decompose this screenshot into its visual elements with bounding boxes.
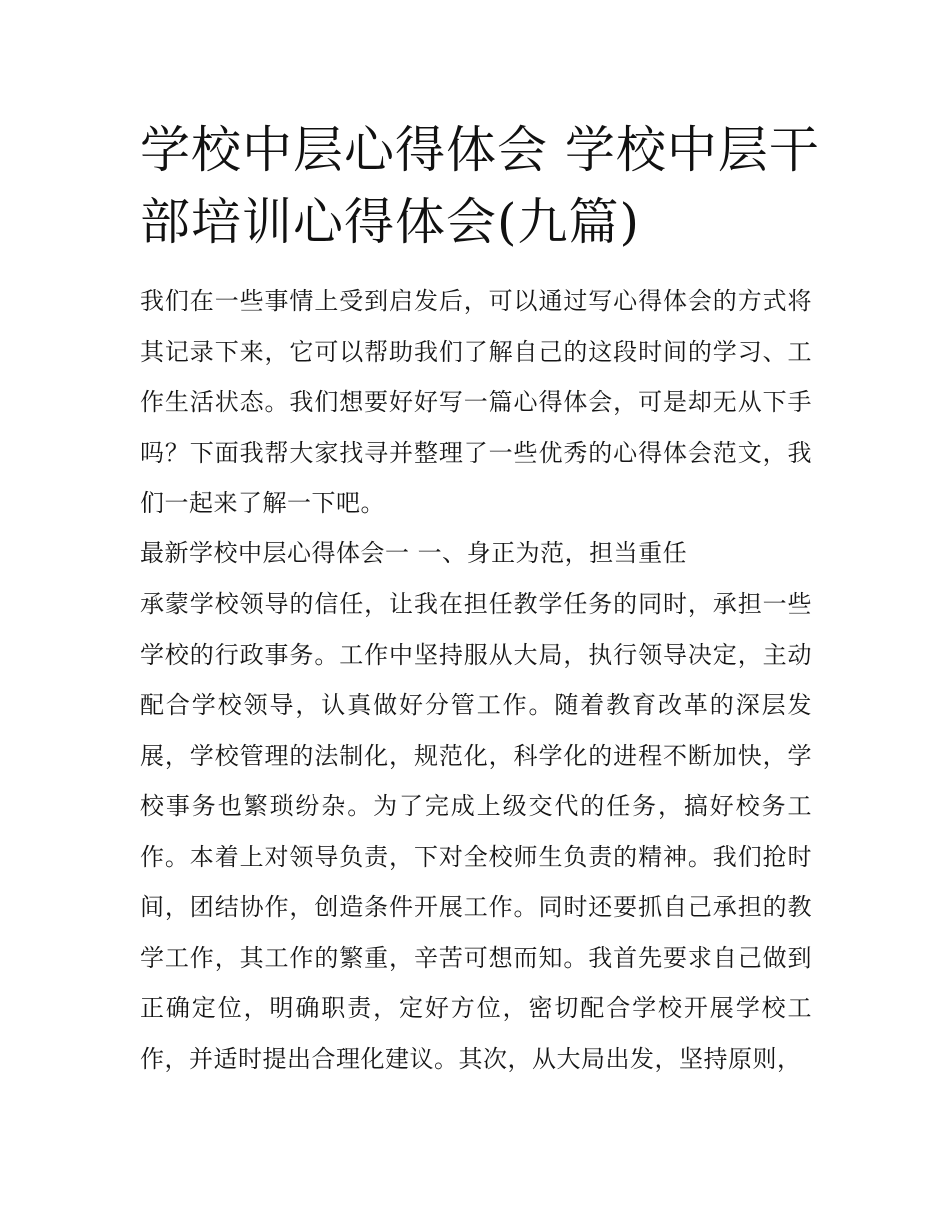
section-heading: 最新学校中层心得体会一 一、身正为范，担当重任 xyxy=(140,539,688,567)
document-title: 学校中层心得体会 学校中层干部培训心得体会(九篇) xyxy=(140,121,820,251)
main-paragraph: 承蒙学校领导的信任，让我在担任教学任务的同时，承担一些学校的行政事务。工作中坚持服从大局，执行领导决定，主动配合学校领导，认真做好分管工作。随着教育改革的深层发展，学校管理的法制化，规范化，科学化的进程不断加快，学校事务也繁琐纷杂。为了完成上级交代的任务，搞好校务工作。本着上对领导负责，下对全校师生负责的精神。我们抢时间，团结协作，创造条件开展工作。同时还要抓自己承担的教学工作，其工作的繁重，辛苦可想而知。我首先要求自己做到正确定位，明确职责，定好方位，密切配合学校开展学校工作，并适时提出合理化建议。其次，从大局出发，坚持原则， xyxy=(140,590,812,1073)
intro-paragraph: 我们在一些事情上受到启发后，可以通过写心得体会的方式将其记录下来，它可以帮助我们了解自己的这段时间的学习、工作生活状态。我们想要好好写一篇心得体会，可是却无从下手吗？下面我帮大家找寻并整理了一些优秀的心得体会范文，我们一起来了解一下吧。 xyxy=(140,287,812,517)
